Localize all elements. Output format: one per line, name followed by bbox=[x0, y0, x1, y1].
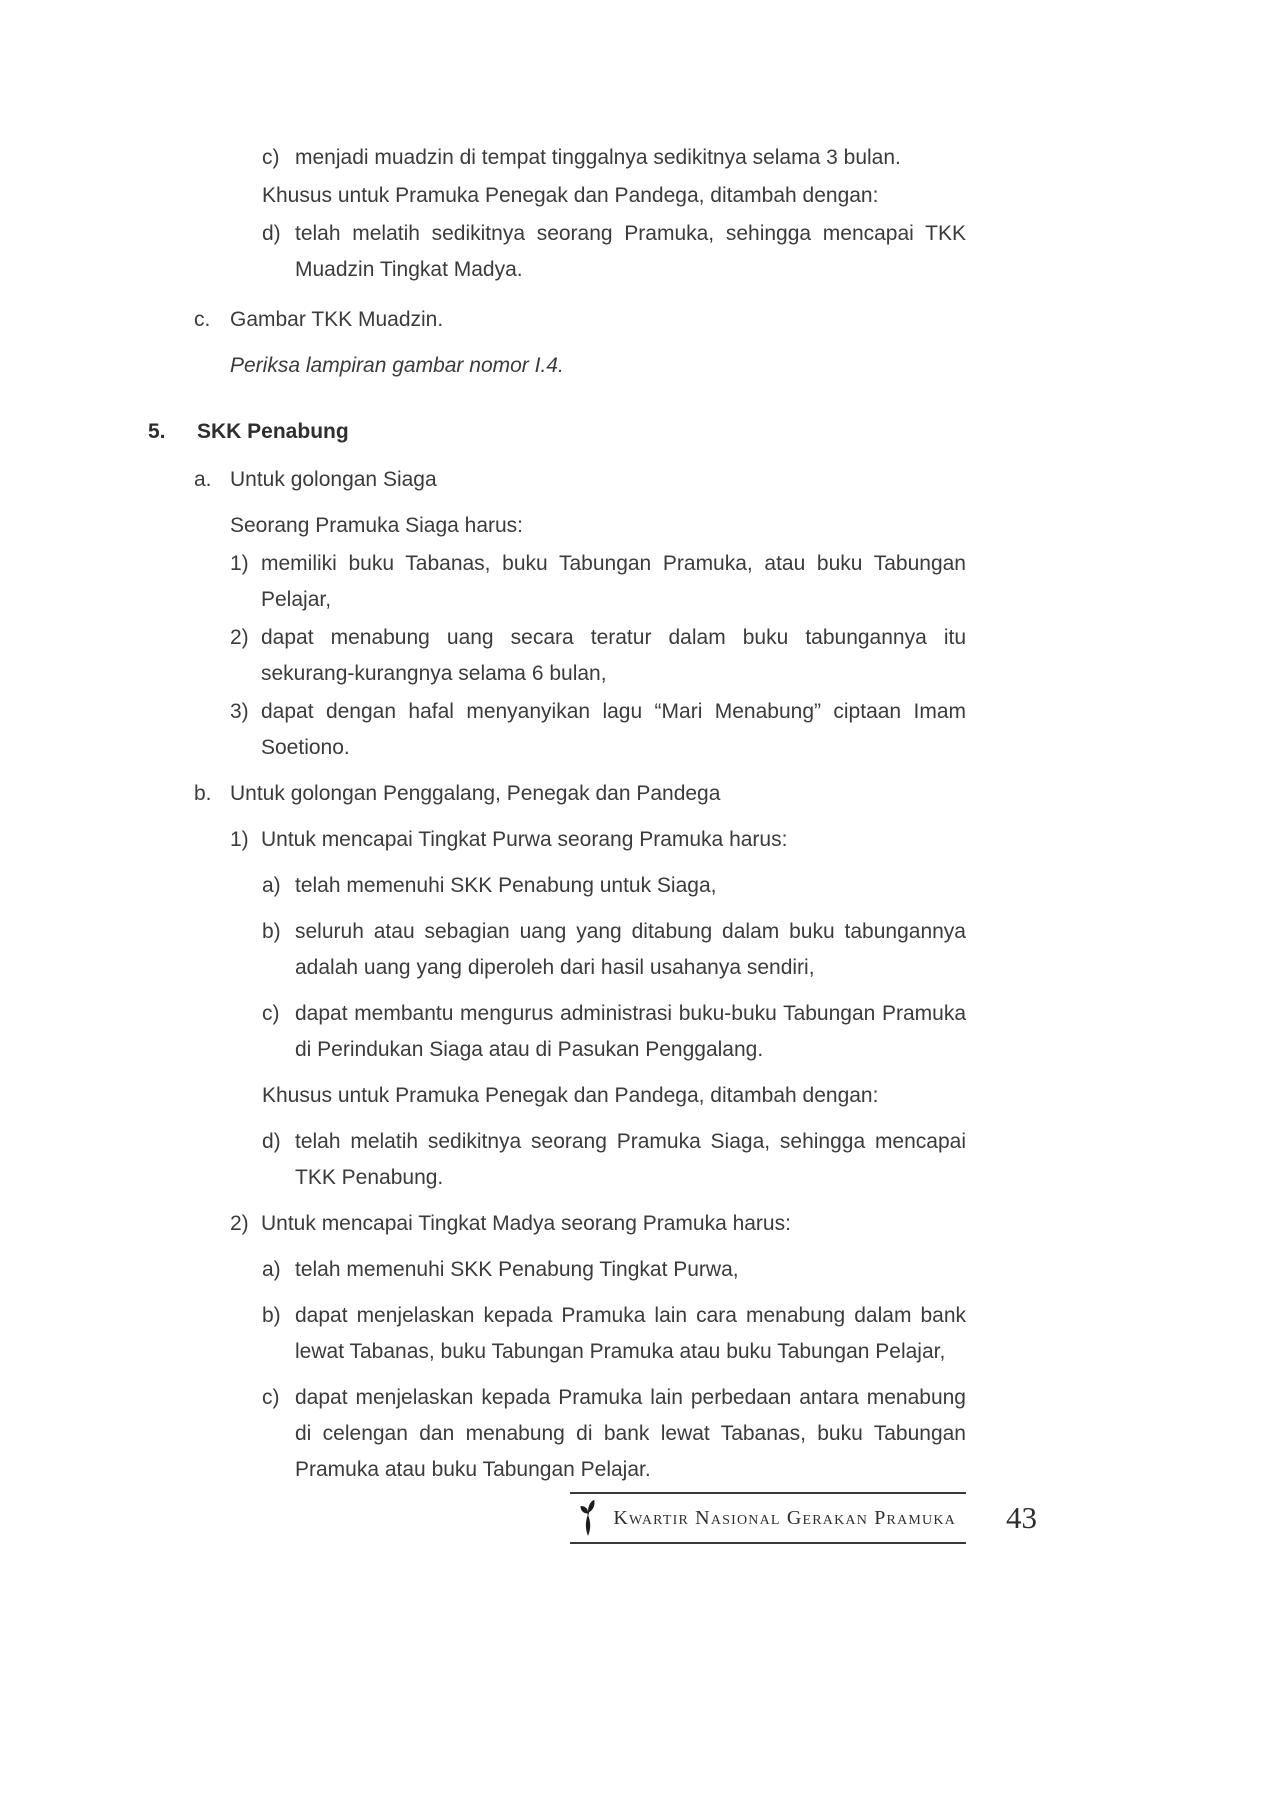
note-line: Khusus untuk Pramuka Penegak dan Pandega, ditambah dengan: bbox=[262, 1084, 879, 1107]
list-marker: c. bbox=[194, 308, 211, 331]
list-item bbox=[148, 868, 966, 904]
list-text: dapat membantu mengurus administrasi buku-buku Tabungan Pramuka di Perindukan Siaga atau di Pasukan Penggalang. bbox=[295, 1002, 966, 1061]
list-marker: b) bbox=[262, 1304, 281, 1327]
note-line: Khusus untuk Pramuka Penegak dan Pandega, ditambah dengan: bbox=[262, 184, 879, 207]
page-number: 43 bbox=[1006, 1500, 1037, 1535]
list-text: Untuk mencapai Tingkat Purwa seorang Pramuka harus: bbox=[261, 828, 788, 851]
list-text: Untuk mencapai Tingkat Madya seorang Pramuka harus: bbox=[261, 1212, 791, 1235]
list-marker: c) bbox=[262, 1386, 280, 1409]
list-text: menjadi muadzin di tempat tinggalnya sedikitnya selama 3 bulan. bbox=[295, 146, 901, 169]
intro-line: Seorang Pramuka Siaga harus: bbox=[230, 514, 524, 537]
list-item bbox=[148, 914, 966, 986]
section-number: 5. bbox=[148, 420, 166, 443]
list-item bbox=[148, 546, 966, 618]
section-title: SKK Penabung bbox=[197, 420, 349, 443]
list-marker: a) bbox=[262, 1258, 281, 1281]
list-marker: c) bbox=[262, 146, 280, 169]
list-item bbox=[148, 620, 966, 692]
page-content bbox=[148, 140, 966, 1490]
list-text: telah melatih sedikitnya seorang Pramuka, sehingga mencapai TKK Muadzin Tingkat Madya. bbox=[295, 222, 966, 281]
list-marker: d) bbox=[262, 222, 281, 245]
list-text: seluruh atau sebagian uang yang ditabung dalam buku tabungannya adalah uang yang diperoleh dari hasil usahanya sendiri, bbox=[295, 920, 966, 979]
list-text: Untuk golongan Penggalang, Penegak dan Pandega bbox=[230, 782, 721, 805]
footer bbox=[570, 1492, 1070, 1544]
footer-rule-box bbox=[570, 1492, 966, 1544]
list-item bbox=[148, 996, 966, 1068]
list-text: dapat menabung uang secara teratur dalam buku tabungannya itu sekurang-kurangnya selama 6 bulan, bbox=[261, 626, 966, 685]
tunas-kelapa-icon bbox=[578, 1499, 598, 1537]
list-item bbox=[148, 694, 966, 766]
reference-note: Periksa lampiran gambar nomor I.4. bbox=[230, 354, 564, 377]
list-marker: a) bbox=[262, 874, 281, 897]
list-marker: 3) bbox=[230, 700, 249, 723]
list-item bbox=[148, 1380, 966, 1488]
organization-name: Kwartir Nasional Gerakan Pramuka bbox=[613, 1507, 956, 1529]
list-item bbox=[148, 140, 966, 176]
list-marker: 1) bbox=[230, 552, 249, 575]
list-item bbox=[148, 776, 966, 812]
list-item bbox=[148, 822, 966, 858]
list-item bbox=[148, 1252, 966, 1288]
list-marker: c) bbox=[262, 1002, 280, 1025]
list-marker: a. bbox=[194, 468, 212, 491]
list-item bbox=[148, 462, 966, 498]
list-item bbox=[148, 216, 966, 288]
list-text: Gambar TKK Muadzin. bbox=[230, 308, 444, 331]
list-text: Untuk golongan Siaga bbox=[230, 468, 437, 491]
list-item bbox=[148, 1124, 966, 1196]
list-text: telah memenuhi SKK Penabung untuk Siaga, bbox=[295, 874, 717, 897]
list-marker: 1) bbox=[230, 828, 249, 851]
list-marker: 2) bbox=[230, 1212, 249, 1235]
list-item bbox=[148, 302, 966, 338]
list-item bbox=[148, 1206, 966, 1242]
section-heading bbox=[148, 414, 966, 450]
list-marker: 2) bbox=[230, 626, 249, 649]
list-text: dapat dengan hafal menyanyikan lagu “Mari Menabung” ciptaan Imam Soetiono. bbox=[261, 700, 966, 759]
list-marker: d) bbox=[262, 1130, 281, 1153]
list-text: memiliki buku Tabanas, buku Tabungan Pramuka, atau buku Tabungan Pelajar, bbox=[261, 552, 966, 611]
list-text: dapat menjelaskan kepada Pramuka lain cara menabung dalam bank lewat Tabanas, buku Tabungan Pramuka atau buku Tabungan Pelajar, bbox=[295, 1304, 966, 1363]
list-text: dapat menjelaskan kepada Pramuka lain perbedaan antara menabung di celengan dan menabung di bank lewat Tabanas, buku Tabungan Pramuka atau buku Tabungan Pelajar. bbox=[295, 1386, 966, 1481]
list-marker: b) bbox=[262, 920, 281, 943]
list-marker: b. bbox=[194, 782, 212, 805]
list-item bbox=[148, 1298, 966, 1370]
list-text: telah melatih sedikitnya seorang Pramuka Siaga, sehingga mencapai TKK Penabung. bbox=[295, 1130, 966, 1189]
list-text: telah memenuhi SKK Penabung Tingkat Purwa, bbox=[295, 1258, 739, 1281]
